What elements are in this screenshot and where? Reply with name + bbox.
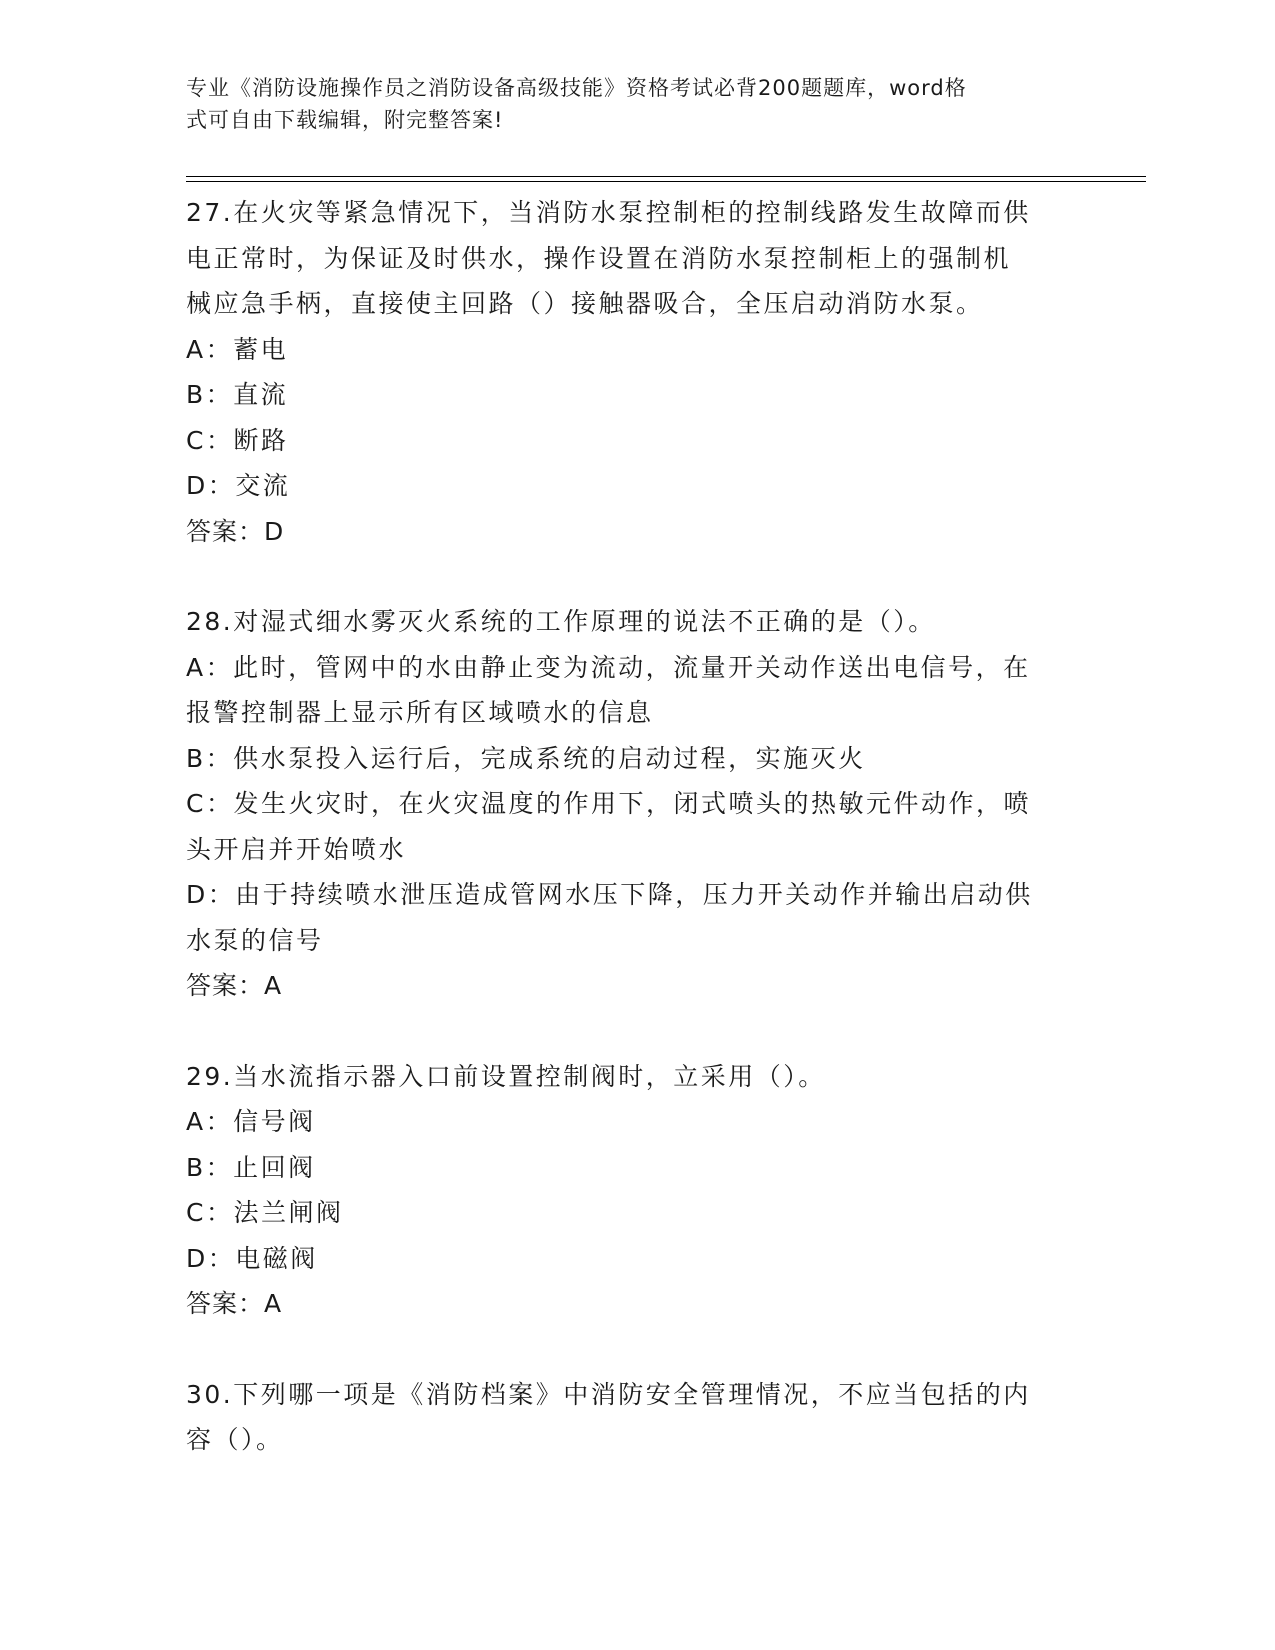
option-c-continued: 头开启并开始喷水 (186, 834, 407, 864)
answer: 答案：A (186, 971, 283, 1000)
question-text: 容（）。 (186, 1425, 284, 1454)
question-30 (186, 1372, 1066, 1463)
document-header (186, 72, 1066, 136)
question-28 (186, 599, 1066, 1009)
header-line-1: 专业《消防设施操作员之消防设备高级技能》资格考试必背200题题库，word格 (186, 76, 967, 100)
option-d: D：电磁阀 (186, 1243, 318, 1273)
question-text: 28.对湿式细水雾灭火系统的工作原理的说法不正确的是（）。 (186, 607, 936, 636)
option-c: C：发生火灾时，在火灾温度的作用下，闭式喷头的热敏元件动作，喷 (186, 789, 1031, 818)
question-text: 30.下列哪一项是《消防档案》中消防安全管理情况，不应当包括的内 (186, 1379, 1031, 1409)
option-b: B：供水泵投入运行后，完成系统的启动过程，实施灭火 (186, 743, 866, 773)
header-divider-top (186, 176, 1146, 177)
option-d-continued: 水泵的信号 (186, 925, 324, 955)
question-text: 29.当水流指示器入口前设置控制阀时，立采用（）。 (186, 1061, 826, 1091)
answer: 答案：D (186, 516, 285, 546)
question-text: 械应急手柄，直接使主回路（）接触器吸合，全压启动消防水泵。 (186, 289, 984, 318)
option-d: D：由于持续喷水泄压造成管网水压下降，压力开关动作并输出启动供 (186, 880, 1033, 909)
option-a: A：此时，管网中的水由静止变为流动，流量开关动作送出电信号，在 (186, 652, 1031, 682)
option-c: C：法兰闸阀 (186, 1198, 344, 1227)
header-line-2: 式可自由下载编辑，附完整答案! (186, 108, 504, 132)
option-a: A：蓄电 (186, 334, 289, 364)
header-divider-bottom (186, 181, 1146, 182)
option-b: B：止回阀 (186, 1152, 316, 1182)
option-c: C：断路 (186, 425, 289, 455)
question-text: 27.在火灾等紧急情况下，当消防水泵控制柜的控制线路发生故障而供 (186, 198, 1031, 227)
question-list (186, 190, 1066, 1508)
answer: 答案：A (186, 1289, 283, 1318)
option-a: A：信号阀 (186, 1107, 316, 1136)
option-b: B：直流 (186, 380, 289, 409)
question-29 (186, 1054, 1066, 1327)
option-d: D：交流 (186, 471, 291, 500)
question-27 (186, 190, 1066, 554)
option-a-continued: 报警控制器上显示所有区域喷水的信息 (186, 698, 654, 727)
question-text: 电正常时，为保证及时供水，操作设置在消防水泵控制柜上的强制机 (186, 243, 1012, 273)
